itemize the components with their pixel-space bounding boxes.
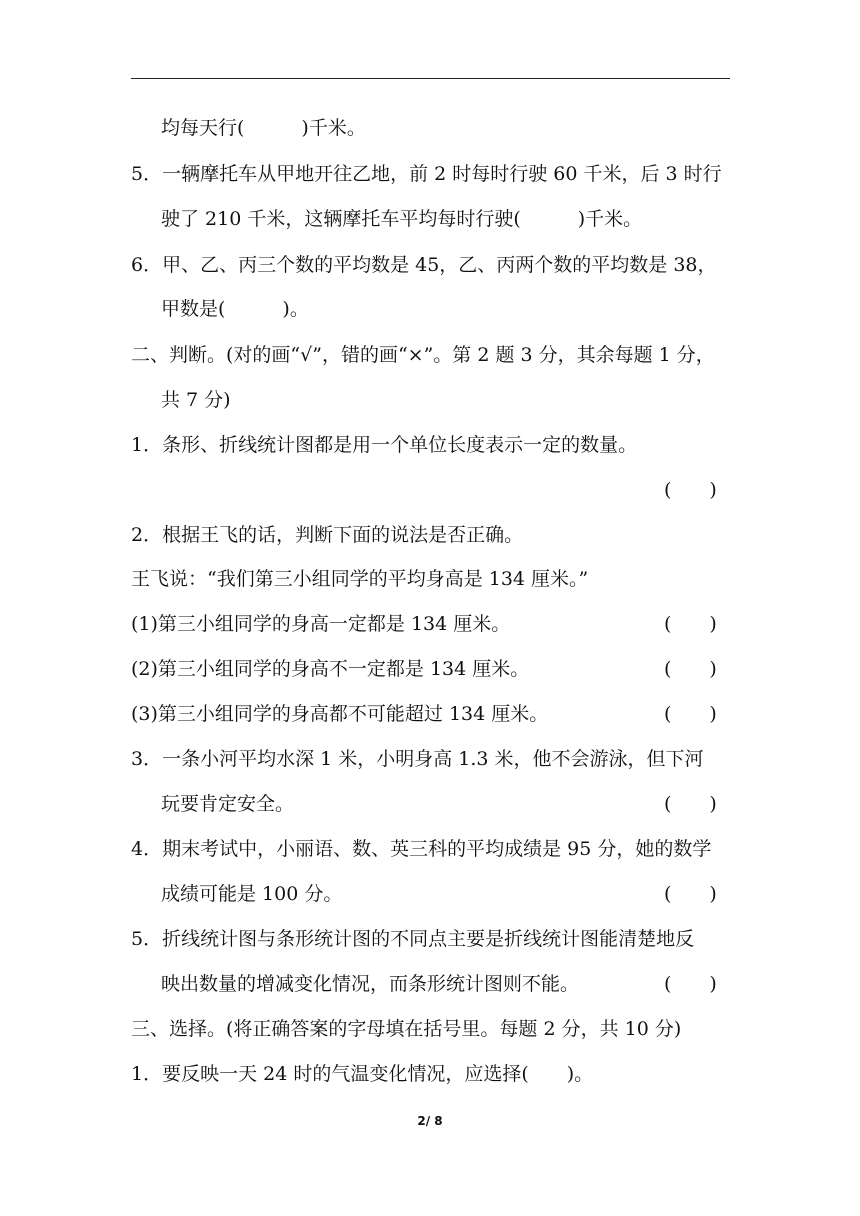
judge-q3-continuation: 玩要肯定安全。 xyxy=(161,793,295,815)
q4-continuation: 均每天行( )千米。 xyxy=(161,117,366,139)
judge-q1-answer-paren[interactable]: ( ) xyxy=(664,479,717,501)
q5-continuation: 驶了 210 千米，这辆摩托车平均每时行驶( )千米。 xyxy=(161,208,643,230)
q6-text: 6．甲、乙、丙三个数的平均数是 45，乙、丙两个数的平均数是 38， xyxy=(131,254,717,276)
judge-q4-text: 4．期末考试中，小丽语、数、英三科的平均成绩是 95 分，她的数学 xyxy=(131,838,712,860)
choice-q1-text: 1．要反映一天 24 时的气温变化情况，应选择( )。 xyxy=(131,1063,594,1085)
header-rule xyxy=(131,78,730,79)
judge-q2-text: 2．根据王飞的话，判断下面的说法是否正确。 xyxy=(131,524,524,546)
judge-q2-3-answer-paren[interactable]: ( ) xyxy=(664,703,717,725)
judge-q2-1-answer-paren[interactable]: ( ) xyxy=(664,613,717,635)
section-2-heading-continuation: 共 7 分) xyxy=(161,389,231,411)
judge-q3-answer-paren[interactable]: ( ) xyxy=(664,793,717,815)
judge-q2-3-text: (3)第三小组同学的身高都不可能超过 134 厘米。 xyxy=(131,703,549,725)
q5-text: 5．一辆摩托车从甲地开往乙地，前 2 时每时行驶 60 千米，后 3 时行 xyxy=(131,163,722,185)
q6-continuation: 甲数是( )。 xyxy=(161,298,309,320)
page-number: 2/ 8 xyxy=(417,1114,443,1128)
judge-q5-text: 5．折线统计图与条形统计图的不同点主要是折线统计图能清楚地反 xyxy=(131,928,695,950)
judge-q2-2-answer-paren[interactable]: ( ) xyxy=(664,658,717,680)
section-2-heading: 二、判断。(对的画“√”，错的画“×”。第 2 题 3 分，其余每题 1 分， xyxy=(131,344,715,366)
judge-q5-answer-paren[interactable]: ( ) xyxy=(664,973,717,995)
judge-q4-continuation: 成绩可能是 100 分。 xyxy=(161,883,343,905)
judge-q2-quote: 王飞说：“我们第三小组同学的平均身高是 134 厘米。” xyxy=(131,568,589,590)
judge-q1-text: 1．条形、折线统计图都是用一个单位长度表示一定的数量。 xyxy=(131,434,638,456)
judge-q4-answer-paren[interactable]: ( ) xyxy=(664,883,717,905)
section-3-heading: 三、选择。(将正确答案的字母填在括号里。每题 2 分，共 10 分) xyxy=(131,1018,682,1040)
judge-q3-text: 3．一条小河平均水深 1 米，小明身高 1.3 米，他不会游泳，但下河 xyxy=(131,748,704,770)
judge-q2-1-text: (1)第三小组同学的身高一定都是 134 厘米。 xyxy=(131,613,511,635)
judge-q2-2-text: (2)第三小组同学的身高不一定都是 134 厘米。 xyxy=(131,658,530,680)
judge-q5-continuation: 映出数量的增减变化情况，而条形统计图则不能。 xyxy=(161,973,580,995)
